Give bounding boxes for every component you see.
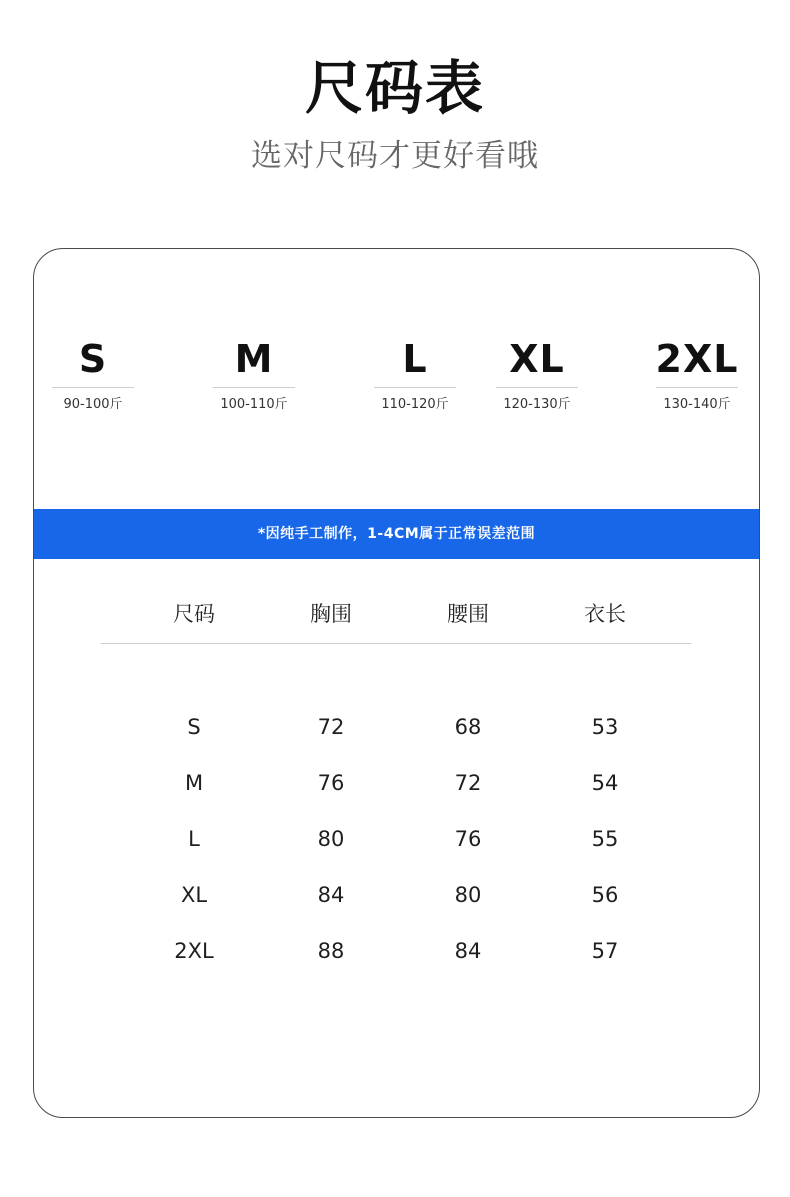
column-header-length: 衣长 xyxy=(584,602,626,626)
size-guide-item-l xyxy=(370,335,460,414)
table-header xyxy=(101,589,691,644)
table-cell: 68 xyxy=(454,715,482,739)
column-header-waist: 腰围 xyxy=(447,602,489,626)
table-cell: 53 xyxy=(591,715,619,739)
size-weight-range: 120-130斤 xyxy=(503,397,571,412)
table-cell: 84 xyxy=(317,883,345,907)
size-label: XL xyxy=(509,337,565,381)
table-cell: 76 xyxy=(317,771,345,795)
divider xyxy=(213,387,295,388)
table-cell: 80 xyxy=(454,883,482,907)
size-weight-range: 130-140斤 xyxy=(663,397,731,412)
table-cell: L xyxy=(188,827,200,851)
size-weight-guide xyxy=(34,249,759,509)
table-cell: 80 xyxy=(317,827,345,851)
page-subtitle: 选对尺码才更好看哦 xyxy=(251,138,539,174)
size-weight-range: 110-120斤 xyxy=(381,397,449,412)
tolerance-notice-banner: *因纯手工制作，1-4CM属于正常误差范围 xyxy=(34,509,759,559)
table-row xyxy=(101,700,691,756)
page-title: 尺码表 xyxy=(304,54,485,122)
table-cell: 57 xyxy=(591,939,619,963)
table-row xyxy=(101,756,691,812)
table-body xyxy=(101,700,691,980)
size-guide-item-2xl xyxy=(652,335,742,414)
table-cell: XL xyxy=(180,883,208,907)
divider xyxy=(656,387,738,388)
size-label: M xyxy=(234,337,274,381)
divider xyxy=(374,387,456,388)
size-guide-item-s xyxy=(48,335,138,414)
table-cell: 76 xyxy=(454,827,482,851)
table-cell: S xyxy=(187,715,201,739)
table-cell: 56 xyxy=(591,883,619,907)
table-cell: 72 xyxy=(317,715,345,739)
column-header-size: 尺码 xyxy=(173,602,215,626)
table-row xyxy=(101,868,691,924)
size-chart-card xyxy=(33,248,760,1118)
table-cell: 2XL xyxy=(174,939,214,963)
table-cell: 55 xyxy=(591,827,619,851)
column-header-chest: 胸围 xyxy=(310,602,352,626)
divider xyxy=(52,387,134,388)
divider xyxy=(496,387,578,388)
table-row xyxy=(101,924,691,980)
size-guide-item-m xyxy=(209,335,299,414)
table-cell: 54 xyxy=(591,771,619,795)
table-cell: 84 xyxy=(454,939,482,963)
table-cell: M xyxy=(184,771,204,795)
table-row xyxy=(101,812,691,868)
table-cell: 72 xyxy=(454,771,482,795)
table-cell: 88 xyxy=(317,939,345,963)
size-weight-range: 90-100斤 xyxy=(63,397,123,412)
size-guide-item-xl xyxy=(492,335,582,414)
size-label: L xyxy=(402,337,428,381)
size-label: S xyxy=(78,337,108,381)
measurement-table xyxy=(101,589,691,980)
size-weight-range: 100-110斤 xyxy=(220,397,288,412)
size-label: 2XL xyxy=(655,337,739,381)
